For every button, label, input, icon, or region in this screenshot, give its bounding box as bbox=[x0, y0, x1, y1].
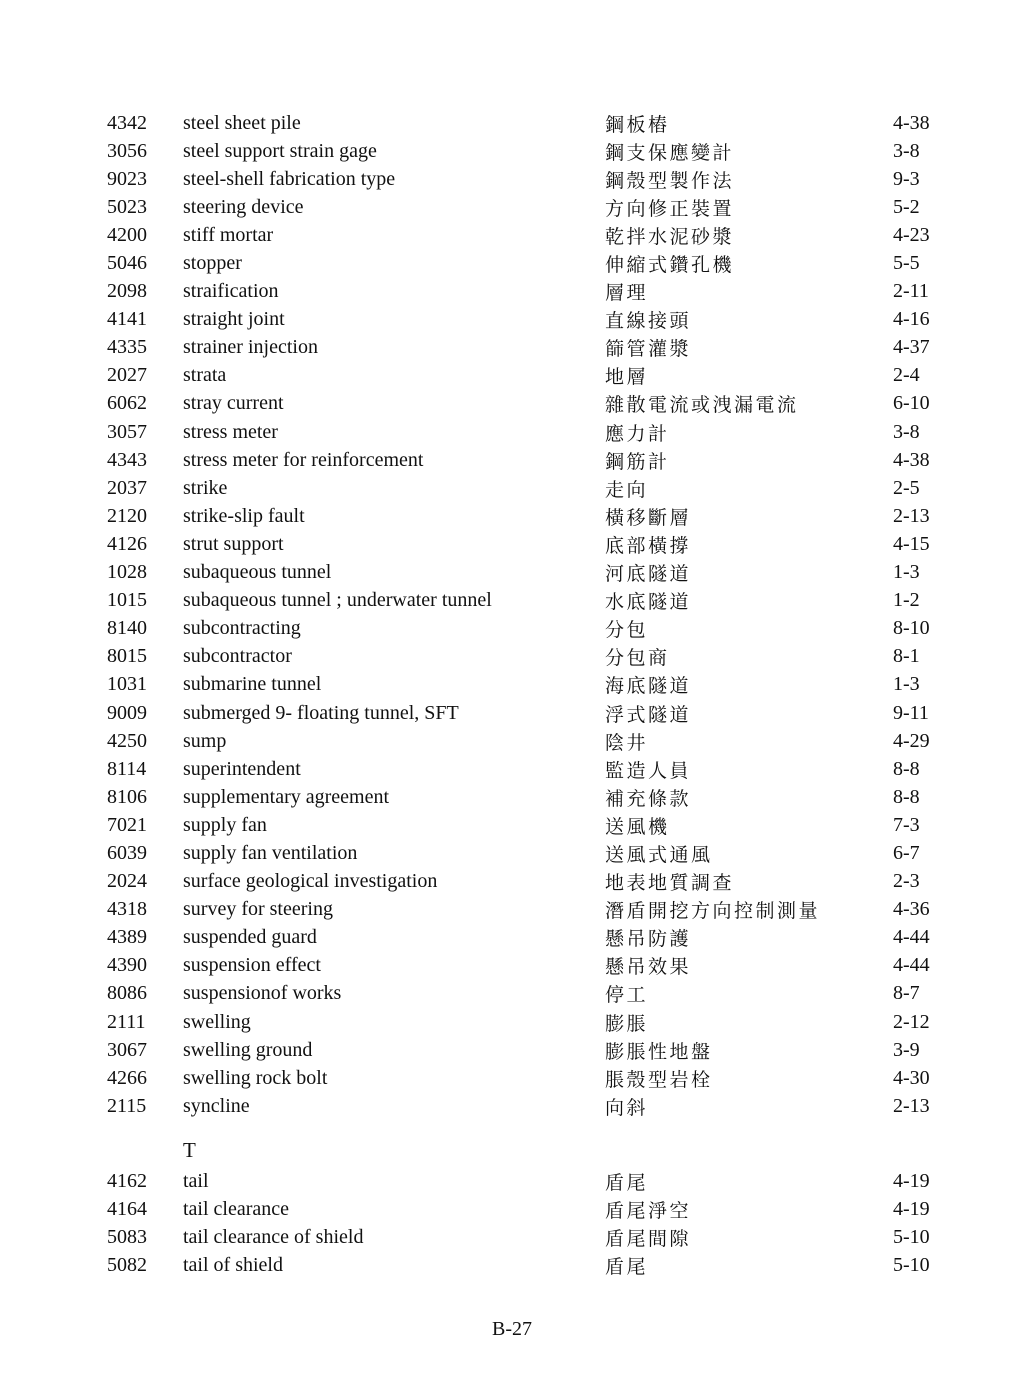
term-english: survey for steering bbox=[183, 898, 333, 921]
term-english: steel sheet pile bbox=[183, 111, 301, 134]
term-id: 4141 bbox=[107, 308, 147, 331]
term-id: 2037 bbox=[107, 476, 147, 499]
term-chinese: 河底隧道 bbox=[605, 564, 692, 586]
table-row bbox=[107, 1167, 967, 1195]
term-page-ref: 2-3 bbox=[893, 870, 920, 893]
term-id: 7021 bbox=[107, 813, 147, 836]
term-chinese: 送風式通風 bbox=[605, 844, 713, 866]
term-chinese: 應力計 bbox=[605, 423, 670, 445]
table-row bbox=[107, 727, 967, 755]
term-page-ref: 4-29 bbox=[893, 729, 930, 752]
term-chinese: 鋼筋計 bbox=[605, 451, 670, 473]
term-chinese: 補充條款 bbox=[605, 788, 692, 810]
term-chinese: 走向 bbox=[605, 479, 649, 501]
term-chinese: 橫移斷層 bbox=[605, 507, 692, 529]
term-page-ref: 4-38 bbox=[893, 448, 930, 471]
table-row bbox=[107, 783, 967, 811]
term-page-ref: 4-16 bbox=[893, 308, 930, 331]
table-row bbox=[107, 1064, 967, 1092]
term-page-ref: 8-1 bbox=[893, 645, 920, 668]
term-chinese: 分包 bbox=[605, 620, 649, 642]
term-page-ref: 5-10 bbox=[893, 1226, 930, 1249]
term-english: strut support bbox=[183, 532, 284, 555]
term-english: swelling rock bolt bbox=[183, 1066, 328, 1089]
term-page-ref: 4-23 bbox=[893, 223, 930, 246]
term-id: 1028 bbox=[107, 561, 147, 584]
term-chinese: 水底隧道 bbox=[605, 592, 692, 614]
term-chinese: 懸吊效果 bbox=[605, 957, 692, 979]
table-row bbox=[107, 1224, 967, 1252]
term-chinese: 鋼殼型製作法 bbox=[605, 170, 735, 192]
term-id: 3067 bbox=[107, 1038, 147, 1061]
table-row bbox=[107, 924, 967, 952]
term-english: tail bbox=[183, 1169, 209, 1192]
table-row bbox=[107, 559, 967, 587]
term-english: straification bbox=[183, 280, 279, 303]
term-chinese: 監造人員 bbox=[605, 760, 692, 782]
term-chinese: 盾尾 bbox=[605, 1172, 649, 1194]
term-chinese: 直線接頭 bbox=[605, 311, 692, 333]
table-row bbox=[107, 165, 967, 193]
term-chinese: 雜散電流或洩漏電流 bbox=[605, 395, 799, 417]
table-row bbox=[107, 755, 967, 783]
term-english: strainer injection bbox=[183, 336, 318, 359]
term-chinese: 盾尾間隙 bbox=[605, 1229, 692, 1251]
term-id: 2115 bbox=[107, 1094, 147, 1117]
term-id: 9023 bbox=[107, 167, 147, 190]
term-id: 4343 bbox=[107, 448, 147, 471]
term-english: subaqueous tunnel bbox=[183, 561, 332, 584]
glossary-table bbox=[107, 109, 967, 1280]
table-row bbox=[107, 671, 967, 699]
term-id: 6062 bbox=[107, 392, 147, 415]
table-row bbox=[107, 221, 967, 249]
term-english: strike-slip fault bbox=[183, 504, 305, 527]
term-page-ref: 3-8 bbox=[893, 139, 920, 162]
term-chinese: 停工 bbox=[605, 985, 649, 1007]
term-id: 3057 bbox=[107, 420, 147, 443]
table-row bbox=[107, 446, 967, 474]
term-id: 5023 bbox=[107, 195, 147, 218]
term-id: 1031 bbox=[107, 673, 147, 696]
term-chinese: 鋼支保應變計 bbox=[605, 142, 735, 164]
term-english: sump bbox=[183, 729, 227, 752]
term-english: strike bbox=[183, 476, 228, 499]
term-page-ref: 2-13 bbox=[893, 504, 930, 527]
term-id: 3056 bbox=[107, 139, 147, 162]
term-page-ref: 5-2 bbox=[893, 195, 920, 218]
term-chinese: 方向修正裝置 bbox=[605, 198, 735, 220]
term-chinese: 盾尾 bbox=[605, 1257, 649, 1279]
term-page-ref: 1-3 bbox=[893, 561, 920, 584]
table-row bbox=[107, 1036, 967, 1064]
term-english: stress meter bbox=[183, 420, 278, 443]
term-chinese: 底部橫撐 bbox=[605, 535, 692, 557]
term-page-ref: 2-5 bbox=[893, 476, 920, 499]
table-row bbox=[107, 306, 967, 334]
term-id: 8015 bbox=[107, 645, 147, 668]
term-page-ref: 2-13 bbox=[893, 1094, 930, 1117]
term-english: supply fan ventilation bbox=[183, 841, 358, 864]
term-english: subcontracting bbox=[183, 617, 301, 640]
table-row bbox=[107, 278, 967, 306]
term-english: steel support strain gage bbox=[183, 139, 377, 162]
term-page-ref: 2-11 bbox=[893, 280, 929, 303]
term-english: superintendent bbox=[183, 757, 301, 780]
term-id: 4342 bbox=[107, 111, 147, 134]
table-row bbox=[107, 1008, 967, 1036]
table-row bbox=[107, 1092, 967, 1120]
term-chinese: 海底隧道 bbox=[605, 676, 692, 698]
table-row bbox=[107, 390, 967, 418]
term-page-ref: 8-8 bbox=[893, 785, 920, 808]
term-english: stopper bbox=[183, 252, 242, 275]
term-id: 9009 bbox=[107, 701, 147, 724]
term-id: 1015 bbox=[107, 589, 147, 612]
term-page-ref: 8-8 bbox=[893, 757, 920, 780]
term-page-ref: 1-2 bbox=[893, 589, 920, 612]
term-chinese: 鋼板樁 bbox=[605, 114, 670, 136]
page-number: B-27 bbox=[492, 1318, 532, 1340]
term-english: stray current bbox=[183, 392, 284, 415]
term-id: 5083 bbox=[107, 1226, 147, 1249]
term-page-ref: 7-3 bbox=[893, 813, 920, 836]
table-row bbox=[107, 249, 967, 277]
term-chinese: 膨脹 bbox=[605, 1013, 649, 1035]
table-row bbox=[107, 193, 967, 221]
term-page-ref: 4-36 bbox=[893, 898, 930, 921]
term-english: subcontractor bbox=[183, 645, 292, 668]
table-row bbox=[107, 109, 967, 137]
table-row bbox=[107, 587, 967, 615]
term-english: submerged 9- floating tunnel, SFT bbox=[183, 701, 459, 724]
table-row bbox=[107, 1195, 967, 1223]
table-row bbox=[107, 137, 967, 165]
term-english: stiff mortar bbox=[183, 223, 274, 246]
term-id: 8106 bbox=[107, 785, 147, 808]
table-row bbox=[107, 362, 967, 390]
term-english: straight joint bbox=[183, 308, 285, 331]
term-id: 2098 bbox=[107, 280, 147, 303]
term-page-ref: 9-11 bbox=[893, 701, 929, 724]
term-id: 2027 bbox=[107, 364, 147, 387]
term-page-ref: 4-37 bbox=[893, 336, 930, 359]
term-page-ref: 4-44 bbox=[893, 954, 930, 977]
term-english: supplementary agreement bbox=[183, 785, 390, 808]
term-id: 5082 bbox=[107, 1254, 147, 1277]
section-letter-header: T bbox=[183, 1137, 196, 1162]
term-english: submarine tunnel bbox=[183, 673, 322, 696]
term-id: 4164 bbox=[107, 1198, 147, 1221]
term-page-ref: 4-38 bbox=[893, 111, 930, 134]
term-chinese: 層理 bbox=[605, 283, 649, 305]
term-chinese: 分包商 bbox=[605, 648, 670, 670]
term-chinese: 地表地質調查 bbox=[605, 873, 735, 895]
table-row bbox=[107, 839, 967, 867]
term-page-ref: 2-4 bbox=[893, 364, 920, 387]
term-english: tail of shield bbox=[183, 1254, 283, 1277]
table-row bbox=[107, 474, 967, 502]
term-chinese: 向斜 bbox=[605, 1097, 649, 1119]
term-id: 4318 bbox=[107, 898, 147, 921]
term-page-ref: 4-30 bbox=[893, 1066, 930, 1089]
term-id: 5046 bbox=[107, 252, 147, 275]
term-english: strata bbox=[183, 364, 227, 387]
term-id: 4266 bbox=[107, 1066, 147, 1089]
term-english: suspensionof works bbox=[183, 982, 342, 1005]
term-chinese: 地層 bbox=[605, 367, 649, 389]
term-chinese: 送風機 bbox=[605, 816, 670, 838]
term-page-ref: 3-8 bbox=[893, 420, 920, 443]
term-page-ref: 5-10 bbox=[893, 1254, 930, 1277]
term-chinese: 浮式隧道 bbox=[605, 704, 692, 726]
term-page-ref: 9-3 bbox=[893, 167, 920, 190]
term-english: suspension effect bbox=[183, 954, 321, 977]
table-row bbox=[107, 418, 967, 446]
term-english: subaqueous tunnel ; underwater tunnel bbox=[183, 589, 492, 612]
term-english: syncline bbox=[183, 1094, 250, 1117]
term-id: 8114 bbox=[107, 757, 147, 780]
term-page-ref: 4-19 bbox=[893, 1169, 930, 1192]
term-english: tail clearance of shield bbox=[183, 1226, 364, 1249]
table-row bbox=[107, 615, 967, 643]
term-id: 2120 bbox=[107, 504, 147, 527]
term-id: 4389 bbox=[107, 926, 147, 949]
term-page-ref: 6-10 bbox=[893, 392, 930, 415]
table-row bbox=[107, 896, 967, 924]
table-row bbox=[107, 952, 967, 980]
term-english: swelling ground bbox=[183, 1038, 313, 1061]
table-row bbox=[107, 530, 967, 558]
term-english: stress meter for reinforcement bbox=[183, 448, 424, 471]
term-english: surface geological investigation bbox=[183, 870, 438, 893]
table-row bbox=[107, 699, 967, 727]
term-page-ref: 6-7 bbox=[893, 841, 920, 864]
table-row bbox=[107, 643, 967, 671]
term-chinese: 陰井 bbox=[605, 732, 649, 754]
term-id: 4250 bbox=[107, 729, 147, 752]
term-chinese: 潛盾開挖方向控制測量 bbox=[605, 901, 821, 923]
term-chinese: 盾尾淨空 bbox=[605, 1201, 692, 1223]
term-id: 4126 bbox=[107, 532, 147, 555]
term-page-ref: 2-12 bbox=[893, 1010, 930, 1033]
term-id: 8140 bbox=[107, 617, 147, 640]
term-chinese: 膨脹性地盤 bbox=[605, 1041, 713, 1063]
term-english: steel-shell fabrication type bbox=[183, 167, 396, 190]
term-english: swelling bbox=[183, 1010, 251, 1033]
term-page-ref: 4-19 bbox=[893, 1198, 930, 1221]
table-row bbox=[107, 334, 967, 362]
table-row bbox=[107, 1252, 967, 1280]
term-english: steering device bbox=[183, 195, 304, 218]
table-row bbox=[107, 980, 967, 1008]
term-english: suspended guard bbox=[183, 926, 317, 949]
term-page-ref: 5-5 bbox=[893, 252, 920, 275]
table-row bbox=[107, 502, 967, 530]
term-chinese: 懸吊防護 bbox=[605, 929, 692, 951]
term-english: supply fan bbox=[183, 813, 267, 836]
term-chinese: 篩管灌漿 bbox=[605, 339, 692, 361]
term-chinese: 伸縮式鑽孔機 bbox=[605, 255, 735, 277]
term-page-ref: 1-3 bbox=[893, 673, 920, 696]
table-row bbox=[107, 868, 967, 896]
table-row bbox=[107, 811, 967, 839]
term-id: 4390 bbox=[107, 954, 147, 977]
term-id: 2024 bbox=[107, 870, 147, 893]
term-page-ref: 4-44 bbox=[893, 926, 930, 949]
term-id: 4162 bbox=[107, 1169, 147, 1192]
term-page-ref: 8-7 bbox=[893, 982, 920, 1005]
term-id: 4200 bbox=[107, 223, 147, 246]
term-page-ref: 8-10 bbox=[893, 617, 930, 640]
term-id: 4335 bbox=[107, 336, 147, 359]
term-id: 2111 bbox=[107, 1010, 146, 1033]
term-english: tail clearance bbox=[183, 1198, 290, 1221]
term-chinese: 脹殼型岩栓 bbox=[605, 1069, 713, 1091]
term-page-ref: 4-15 bbox=[893, 532, 930, 555]
term-id: 6039 bbox=[107, 841, 147, 864]
term-chinese: 乾拌水泥砂漿 bbox=[605, 226, 735, 248]
term-id: 8086 bbox=[107, 982, 147, 1005]
term-page-ref: 3-9 bbox=[893, 1038, 920, 1061]
